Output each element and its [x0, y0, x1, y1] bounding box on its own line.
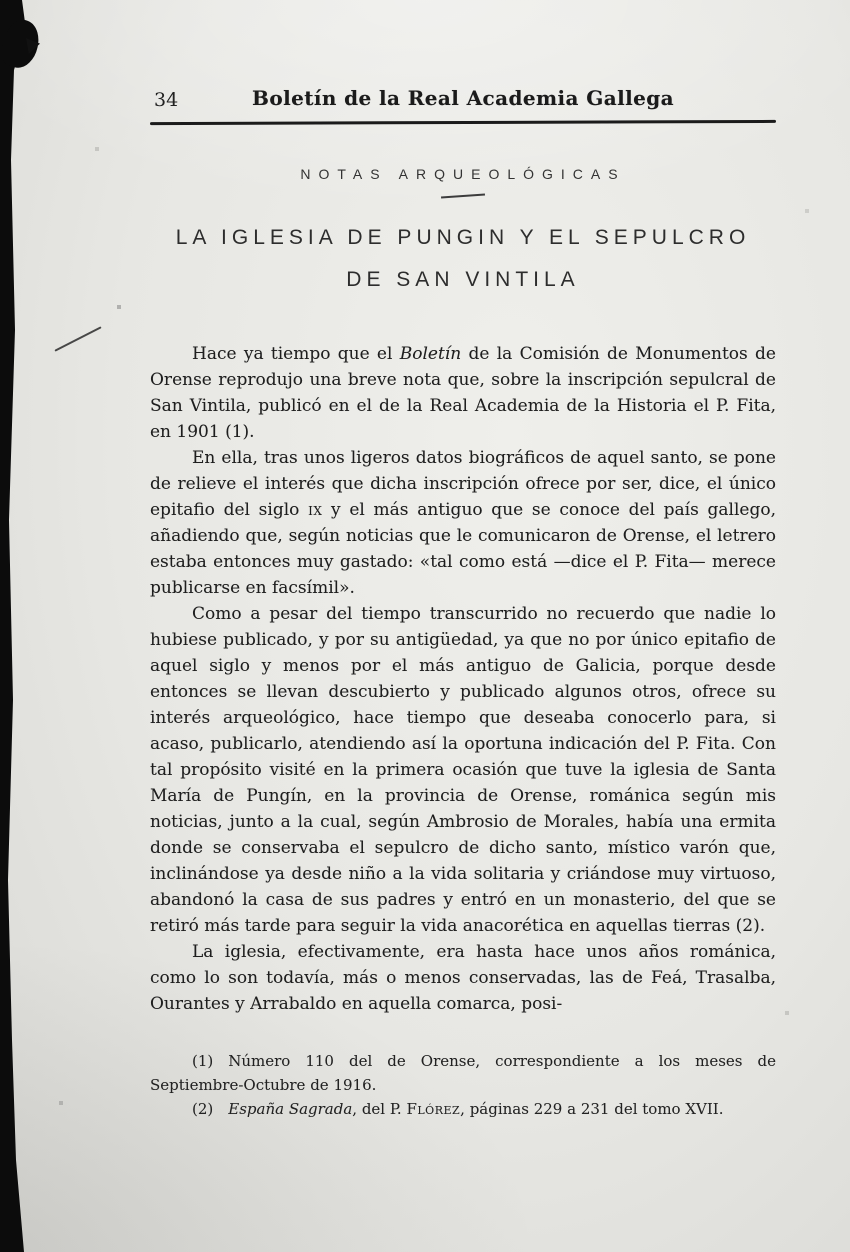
scan-edge-artifact [0, 0, 26, 1252]
paragraph: Como a pesar del tiempo transcurrido no recuerdo que nadie lo hubiese publicado, y por su antigüedad, ya que no por único epitafio de aquel siglo y menos por el más antiguo de Galicia, porque desde entonces se llevan descubierto y publicado algunos otros, ofrece su interés arqueológico, hace tiempo que deseaba conocerlo para, si acaso, publicarlo, atendiendo así la oportuna indicación del P. Fita. Con tal propósito visité en la primera ocasión que tuve la iglesia de Santa María de Pungín, en la provincia de Orense, románica según mis noticias, junto a la cual, según Ambrosio de Morales, había una ermita donde se conservaba el sepulcro de dicho santo, místico varón que, inclinándose ya desde niño a la vida solitaria y criándose muy virtuoso, abandonó la casa de sus padres y entró en un monasterio, del que se retiró más tarde para seguir la vida anacorética en aquellas tierras (2). [150, 604, 776, 936]
header-rule [150, 120, 776, 125]
paragraph: En ella, tras unos ligeros datos biográficos de aquel santo, se pone de relieve el interés que dicha inscripción ofrece por ser, dice, el único epitafio del siglo ix y el más antiguo que se conoce del país gallego, añadiendo que, según noticias que le comunicaron de Orense, el letrero estaba entonces muy gastado: «tal como está —dice el P. Fita— merece publicarse en facsímil». [150, 448, 776, 598]
running-title: Boletín de la Real Academia Gallega [252, 86, 674, 110]
handwritten-mark [54, 326, 101, 351]
article-body [150, 341, 776, 1017]
paragraph: Hace ya tiempo que el Boletín de la Comisión de Monumentos de Orense reprodujo una breve nota que, sobre la inscripción sepulcral de San Vintila, publicó en el de la Real Academia de la Historia el P. Fita, en 1901 (1). [150, 344, 776, 442]
page-header [150, 86, 776, 116]
kicker-flourish [441, 193, 485, 198]
article-title [150, 217, 776, 301]
page-content [150, 86, 776, 1121]
scan-specks [0, 0, 2, 2]
paragraph: La iglesia, efectivamente, era hasta hace unos años románica, como lo son todavía, más o menos conservadas, las de Feá, Trasalba, Ourantes y Arrabaldo en aquella comarca, posi- [150, 942, 776, 1014]
article-title-line-2: DE SAN VINTILA [346, 268, 580, 291]
footnote: (2) España Sagrada, del P. Flórez, páginas 229 a 231 del tomo XVII. [192, 1100, 724, 1118]
footnotes [150, 1049, 776, 1121]
page-number: 34 [154, 89, 179, 111]
section-kicker: NOTAS ARQUEOLÓGICAS [300, 166, 626, 182]
article-title-line-1: LA IGLESIA DE PUNGIN Y EL SEPULCRO [175, 226, 751, 249]
footnote: (1) Número 110 del de Orense, correspondiente a los meses de Septiembre-Octubre de 1916. [150, 1052, 776, 1094]
